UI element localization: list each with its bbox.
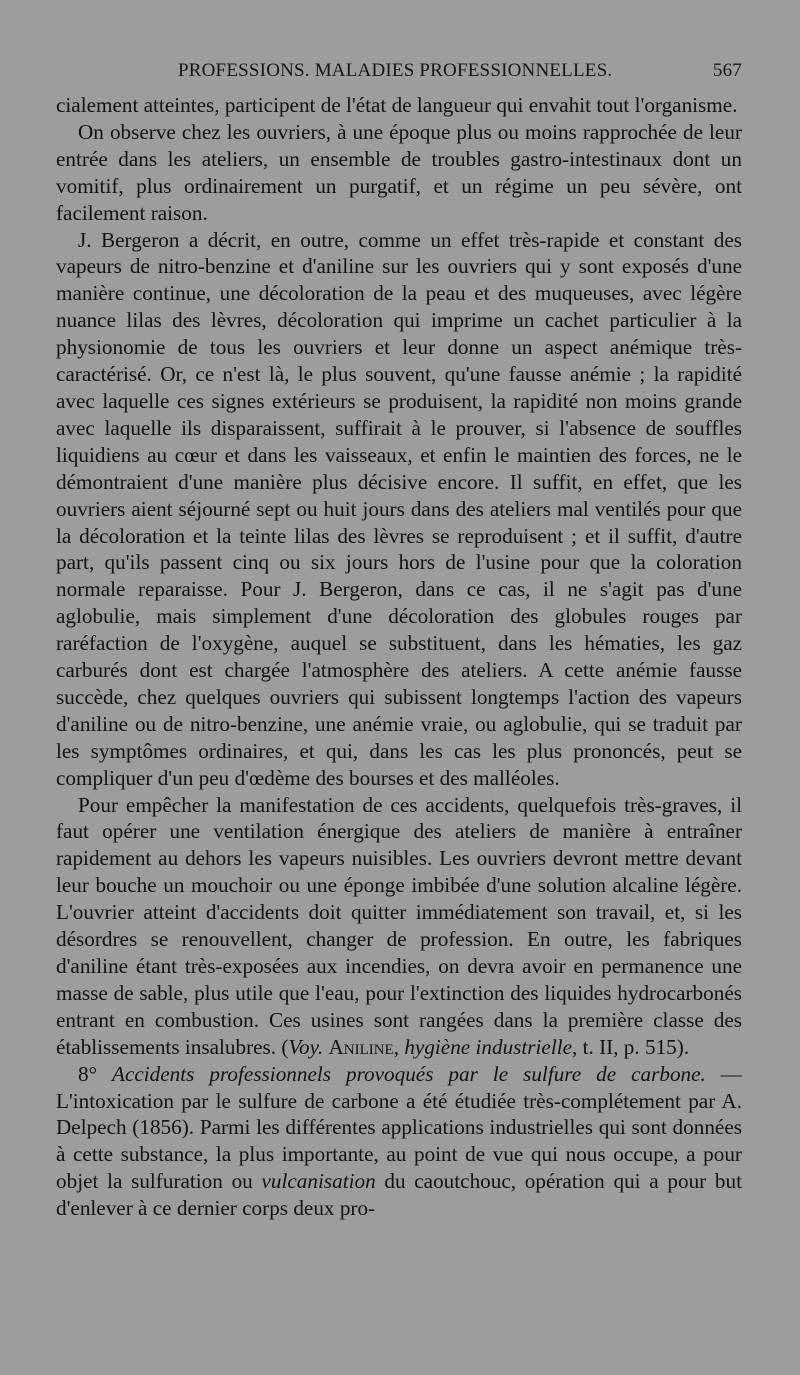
reference-comma: , — [393, 1034, 405, 1059]
page-number: 567 — [712, 60, 742, 81]
reference-voy: Voy. — [288, 1034, 324, 1059]
prevention-text: Pour empêcher la manifestation de ces accidents, quelquefois très-graves, il faut opérer une ventilation énergique des ateliers de manière à entraîner rapidement au dehors les vapeurs nuisibles. Les ouvriers devront mettre devant leur bouche un mouchoir ou une éponge imbibée d'une solution alcaline légère. L'ouvrier atteint d'accidents doit quitter immédiatement son travail, et, si les désordres se renouvellent, changer de profession. En outre, les fabriques d'aniline étant très-exposées aux incendies, on devra avoir en permanence une masse de sable, plus utile que l'eau, pour l'extinction des liquides hydrocarbonés entrant en combustion. Ces usines sont rangées dans la première classe des établissements insalubres. ( — [56, 792, 742, 1059]
reference-hygiene: hygiène industrielle — [404, 1034, 573, 1059]
running-header — [56, 60, 742, 84]
running-title: PROFESSIONS. MALADIES PROFESSIONNELLES. — [178, 60, 613, 81]
paragraph-bergeron: J. Bergeron a décrit, en outre, comme un effet très-rapide et constant des vapeurs de nitro-benzine et d'aniline sur les ouvriers qui y sont exposés d'une manière continue, une décoloration de la peau et des muqueuses, avec légère nuance lilas des lèvres, décoloration qui imprime un cachet particulier à la physionomie de tous les ouvriers et leur donne un aspect anémique très-caractérisé. Or, ce n'est là, le plus souvent, qu'une fausse anémie ; la rapidité avec laquelle ces signes extérieurs se produisent, la rapidité non moins grande avec laquelle ils disparaissent, suffirait à le prouver, si l'absence de souffles liquidiens au cœur et dans les vaisseaux, et enfin le maintien des forces, ne le démontraient d'une manière plus décisive encore. Il suffit, en effet, que les ouvriers aient séjourné sept ou huit jours dans des ateliers mal ventilés pour que la décoloration et la teinte lilas des lèvres se reproduisent ; et il suffit, d'autre part, qu'ils passent cinq ou six jours hors de l'usine pour que la coloration normale reparaisse. Pour J. Bergeron, dans ce cas, il ne s'agit pas d'une aglobulie, mais simplement d'une décoloration des globules rouges par raréfaction de l'oxygène, auquel se substituent, dans les hématies, les gaz carburés dont est chargée l'atmosphère des ateliers. A cette anémie fausse succède, chez quelques ouvriers qui subissent longtemps l'action des vapeurs d'aniline ou de nitro-benzine, une anémie vraie, ou aglobulie, qui se traduit par les symptômes ordinaires, et qui, dans les cas les plus prononcés, peut se compliquer d'un peu d'œdème des bourses et des malléoles. — [56, 227, 742, 790]
section-number: 8° — [78, 1061, 113, 1086]
reference-aniline: Aniline — [328, 1034, 394, 1059]
reference-volume-page: , t. II, p. 515). — [572, 1034, 690, 1059]
section-heading: Accidents professionnels provoqués par le sulfure de carbone. — [112, 1061, 706, 1086]
paragraph-prevention — [56, 792, 742, 1061]
sulfure-text-end: du caoutchouc, opération qui a pour but d'enlever à ce dernier corps deux pro- — [56, 1169, 743, 1221]
paragraph-gastro-intestinal: On observe chez les ouvriers, à une époque plus ou moins rapprochée de leur entrée dans les ateliers, un ensemble de troubles gastro-intestinaux dont un vomitif, plus ordinairement un purgatif, et un régime un peu sévère, ont facilement raison. — [56, 119, 742, 225]
paragraph-continuation: cialement atteintes, participent de l'état de langueur qui envahit tout l'organisme. — [56, 93, 738, 117]
term-vulcanisation: vulcanisation — [261, 1169, 376, 1194]
sulfure-text: — L'intoxication par le sulfure de carbone a été étudiée très-complétement par A. Delpech (1856). Parmi les différentes applications industrielles qui sont données à cette substance, la plus importante, au point de vue qui nous occupe, a pour objet la sulfuration ou — [56, 1061, 742, 1194]
paragraph-sulfure-carbone — [56, 1061, 742, 1222]
body-text — [56, 92, 742, 1222]
